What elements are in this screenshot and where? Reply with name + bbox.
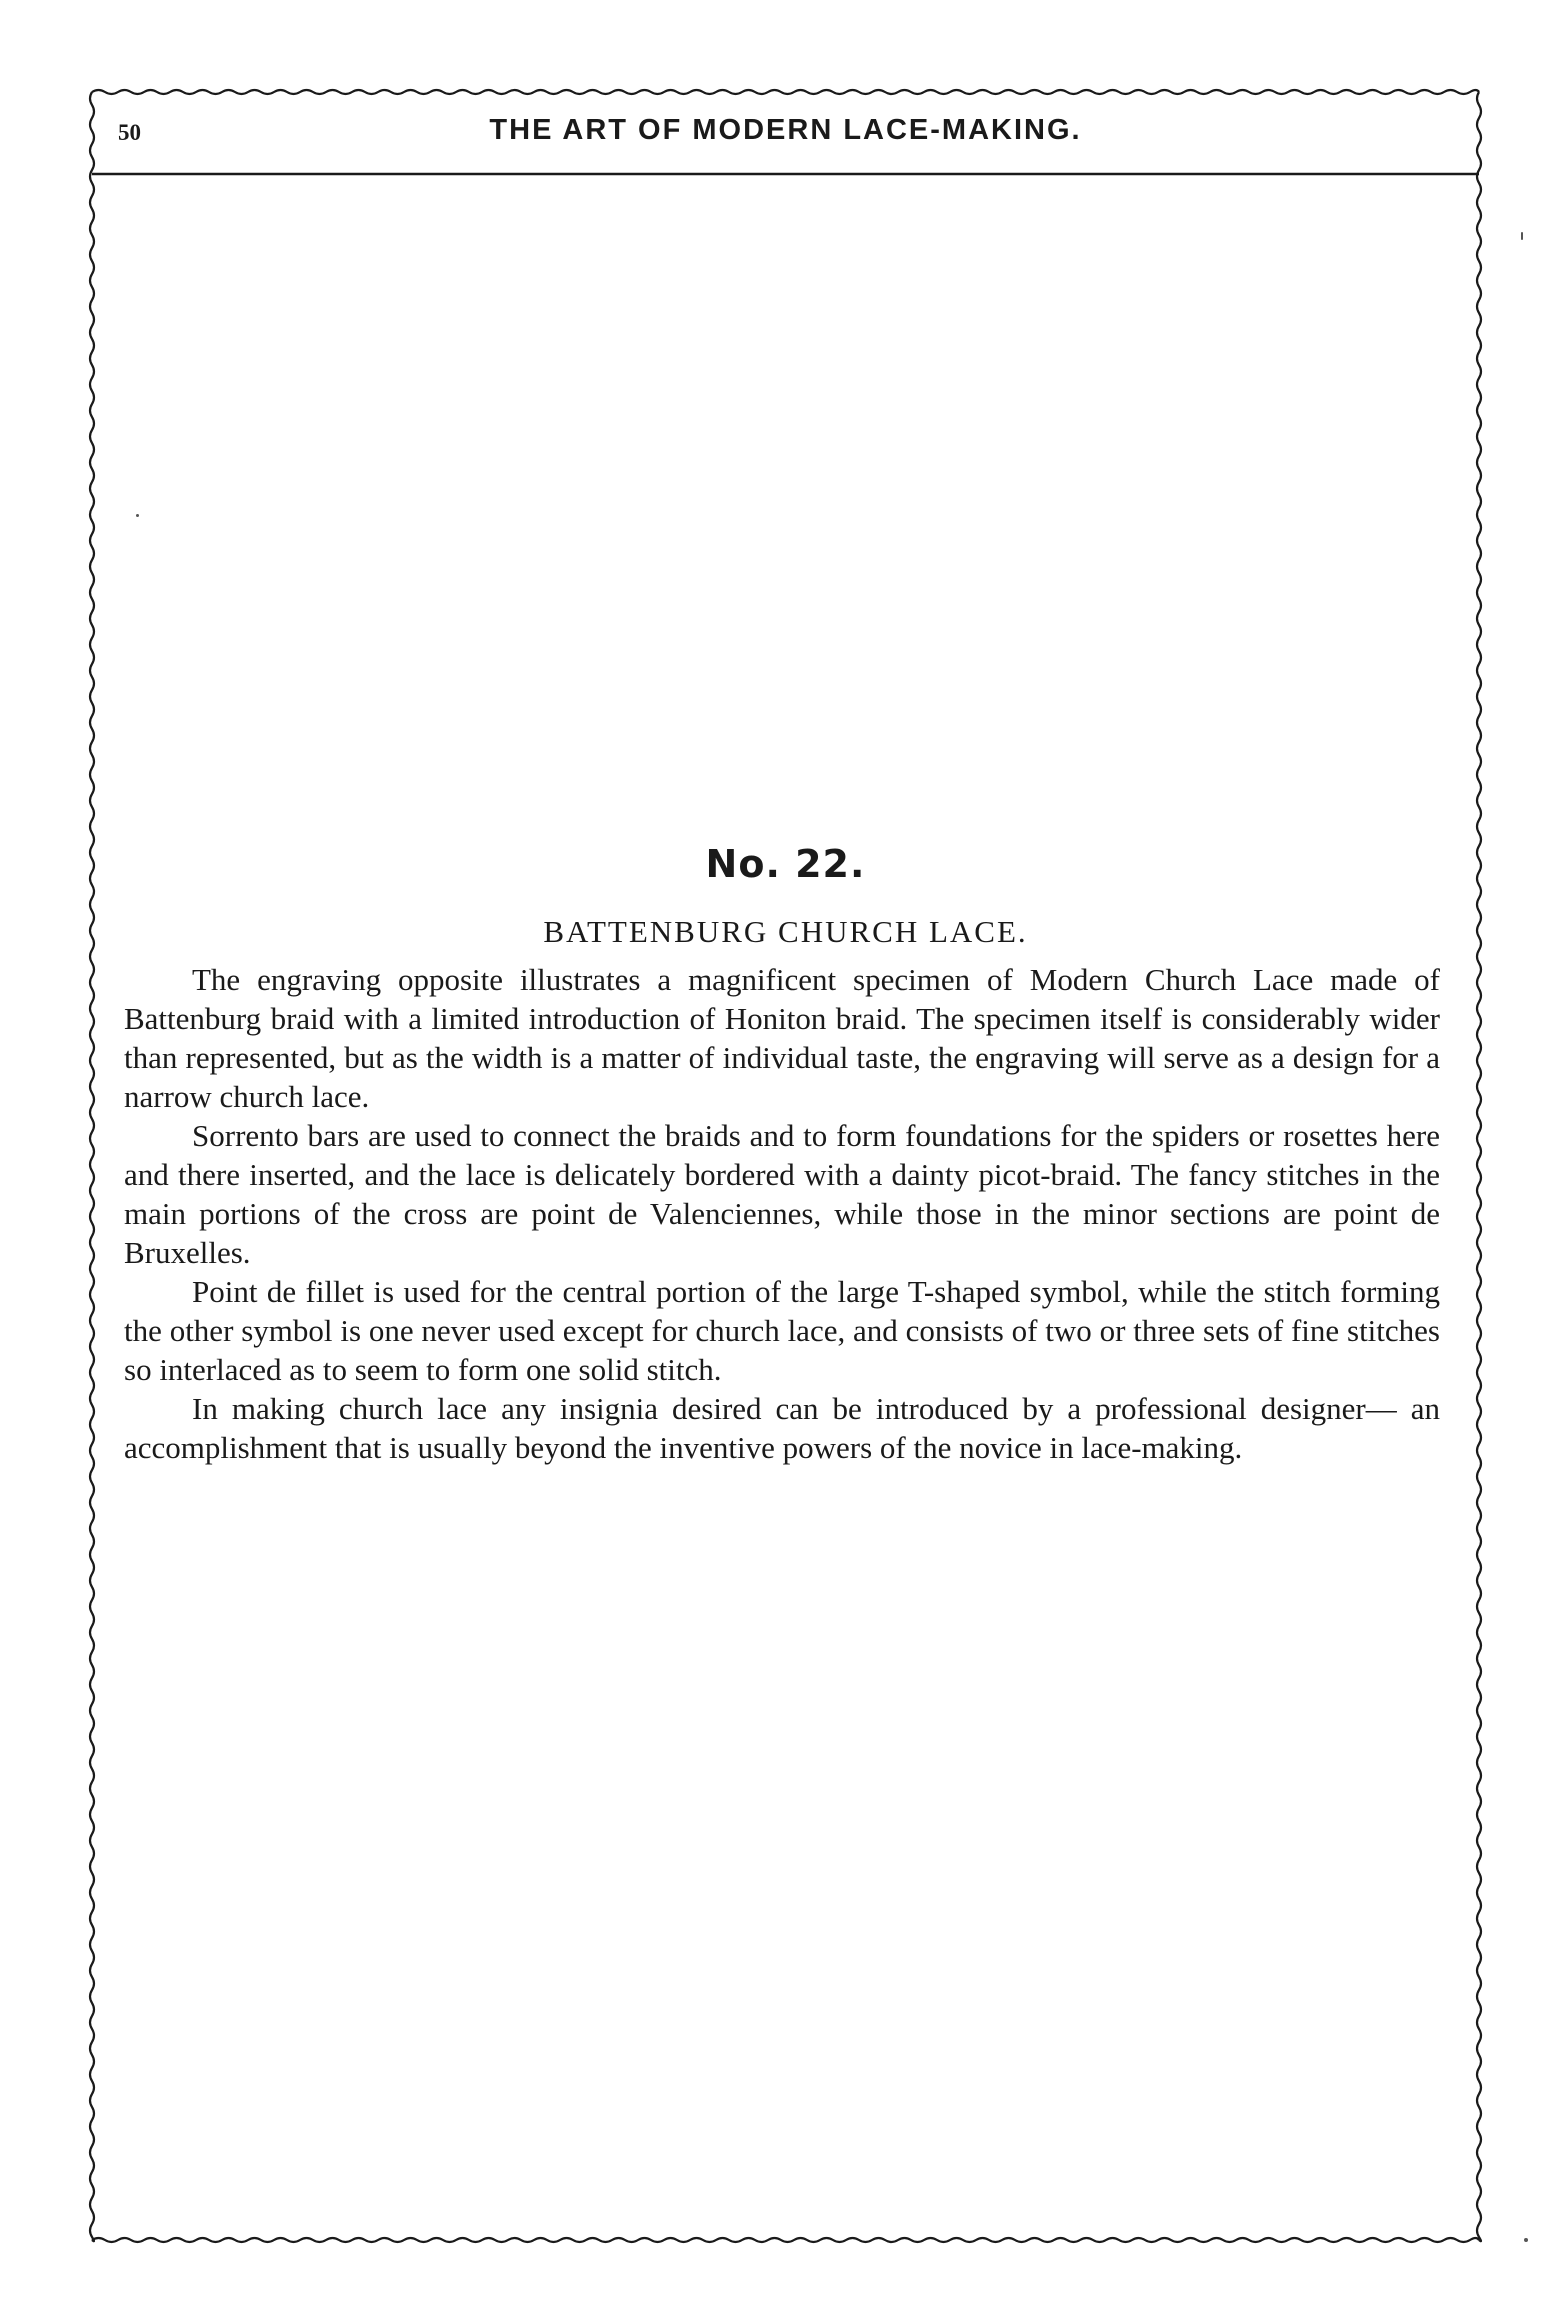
border-right	[1477, 92, 1481, 2241]
paragraph: In making church lace any insignia desired can be introduced by a professional designer— an accomplishment that is usually beyond the inventive powers of the novice in lace-making.	[124, 1391, 1440, 1465]
paragraph: The engraving opposite illustrates a magnificent specimen of Modern Church Lace made of Battenburg braid with a limited introduction of Honiton braid. The specimen itself is considerably wider than represented, but as the width is a matter of individual taste, the engraving will serve as a design for a narrow church lace.	[124, 962, 1440, 1114]
paragraph: Point de fillet is used for the central portion of the large T-shaped symbol, while the stitch forming the other symbol is one never used except for church lace, and consists of two or three sets of fine stitches so interlaced as to seem to form one solid stitch.	[124, 1274, 1440, 1387]
plate-title: BATTENBURG CHURCH LACE.	[543, 914, 1028, 949]
print-speck	[1524, 2238, 1528, 2242]
border-bottom	[92, 2238, 1479, 2242]
running-title: THE ART OF MODERN LACE-MAKING.	[489, 114, 1082, 146]
plate-number: No. 22.	[705, 842, 866, 886]
border-top	[92, 90, 1479, 94]
border-left	[90, 92, 94, 2241]
page-number: 50	[118, 120, 141, 145]
print-speck	[136, 514, 139, 517]
paragraph: Sorrento bars are used to connect the braids and to form foundations for the spiders or rosettes here and there inserted, and the lace is delicately bordered with a dainty picot-braid. The fancy stitches in the main portions of the cross are point de Valenciennes, while those in the minor sections are point de Bruxelles.	[124, 1118, 1440, 1270]
description-text	[124, 960, 1440, 1467]
print-speck	[1521, 232, 1523, 240]
